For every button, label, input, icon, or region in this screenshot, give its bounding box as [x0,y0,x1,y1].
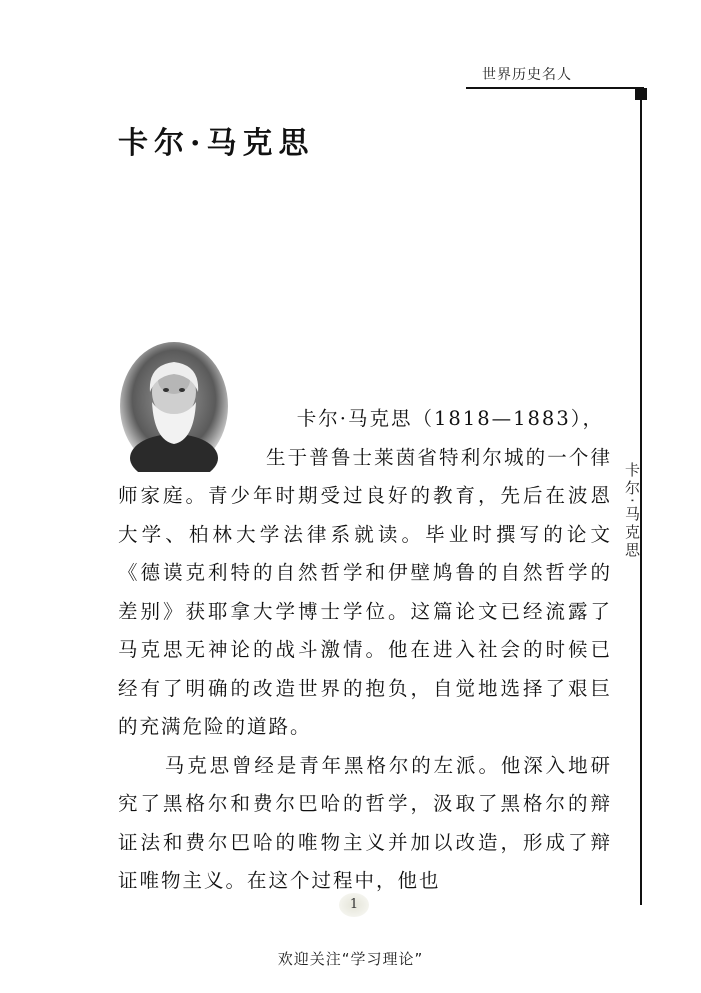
page-number: 1 [339,893,369,917]
header-rule [466,87,644,89]
footer-text: 欢迎关注“学习理论” [277,950,424,968]
side-running-title: 卡尔·马克思 [623,462,641,560]
paragraph: 马克思曾经是青年黑格尔的左派。他深入地研究了黑格尔和费尔巴哈的哲学，汲取了黑格尔的辩证法和费尔巴哈的唯物主义并加以改造，形成了辩证唯物主义。在这个过程中，他也 [118,753,612,892]
header-corner-mark [635,88,647,100]
opening-line: 卡尔·马克思（1818—1883）， [296,407,604,430]
body-text [118,400,612,901]
chapter-title: 卡尔·马克思 [118,126,315,161]
paragraph: 生于普鲁士莱茵省特利尔城的一个律师家庭。青少年时期受过良好的教育，先后在波恩大学、柏林大学法律系就读。毕业时撰写的论文《德谟克利特的自然哲学和伊壁鸠鲁的自然哲学的差别》获耶拿大学博士学位。这篇论文已经流露了马克思无神论的战斗激情。他在进入社会的时候已经有了明确的改造世界的抱负，自觉地选择了艰巨的充满危险的道路。 [118,445,612,738]
running-header: 世界历史名人 [482,67,572,83]
